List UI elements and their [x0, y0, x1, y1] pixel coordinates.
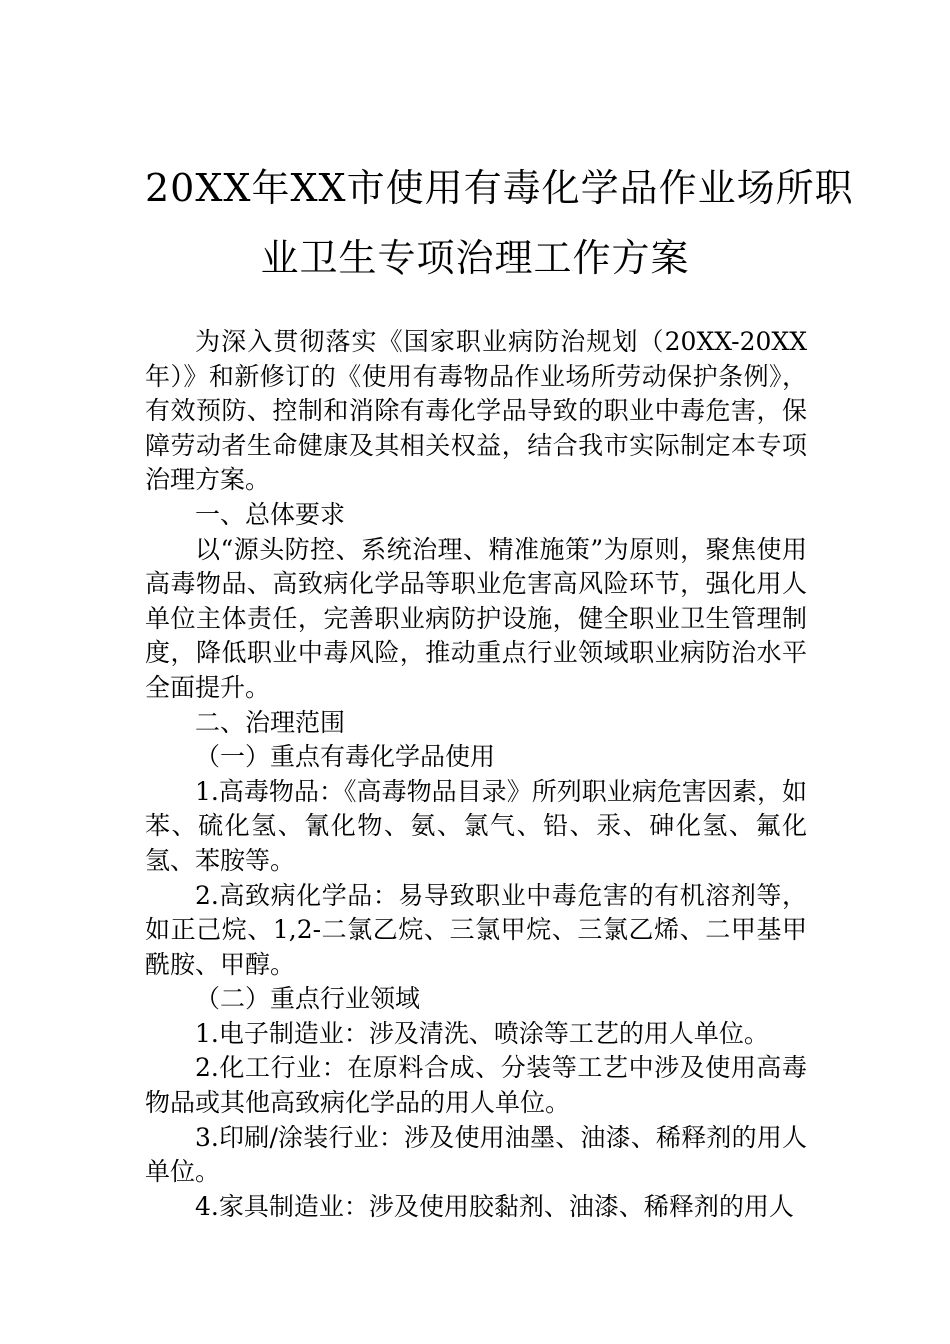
list-item-furniture: 4.家具制造业：涉及使用胶黏剂、油漆、稀释剂的用人	[195, 1191, 794, 1221]
list-item-high-hazard-chemicals: 2.高致病化学品：易导致职业中毒危害的有机溶剂等，如正己烷、1,2-二氯乙烷、三氯甲烷、三氯乙烯、二甲基甲酰胺、甲醇。	[145, 880, 807, 979]
list-item-chemical-industry: 2.化工行业：在原料合成、分装等工艺中涉及使用高毒物品或其他高致病化学品的用人单位。	[145, 1053, 807, 1118]
section-heading-scope: 二、治理范围	[195, 707, 346, 737]
intro-paragraph: 为深入贯彻落实《国家职业病防治规划（20XX-20XX年）》和新修订的《使用有毒物品作业场所劳动保护条例》，有效预防、控制和消除有毒化学品导致的职业中毒危害，保障劳动者生命健康及其相关权益，结合我市实际制定本专项治理方案。	[145, 327, 807, 495]
subsection-heading-key-chemicals: （一）重点有毒化学品使用	[195, 742, 496, 772]
list-item-highly-toxic: 1.高毒物品：《高毒物品目录》所列职业病危害因素，如苯、硫化氢、氰化物、氨、氯气、铅、汞、砷化氢、氟化氢、苯胺等。	[145, 776, 807, 875]
section-heading-general-requirements: 一、总体要求	[195, 499, 346, 529]
document-title-line-1: 20XX年XX市使用有毒化学品作业场所职	[145, 166, 854, 210]
general-requirements-paragraph: 以“源头防控、系统治理、精准施策”为原则，聚焦使用高毒物品、高致病化学品等职业危害高风险环节，强化用人单位主体责任，完善职业病防护设施，健全职业卫生管理制度，降低职业中毒风险，推动重点行业领域职业病防治水平全面提升。	[145, 534, 807, 702]
list-item-electronics: 1.电子制造业：涉及清洗、喷涂等工艺的用人单位。	[195, 1018, 769, 1048]
document-body	[145, 325, 807, 1224]
document-title-line-2: 业卫生专项治理工作方案	[260, 236, 690, 280]
subsection-heading-key-industries: （二）重点行业领域	[195, 984, 421, 1014]
list-item-printing-coating: 3.印刷/涂装行业：涉及使用油墨、油漆、稀释剂的用人单位。	[145, 1122, 807, 1187]
